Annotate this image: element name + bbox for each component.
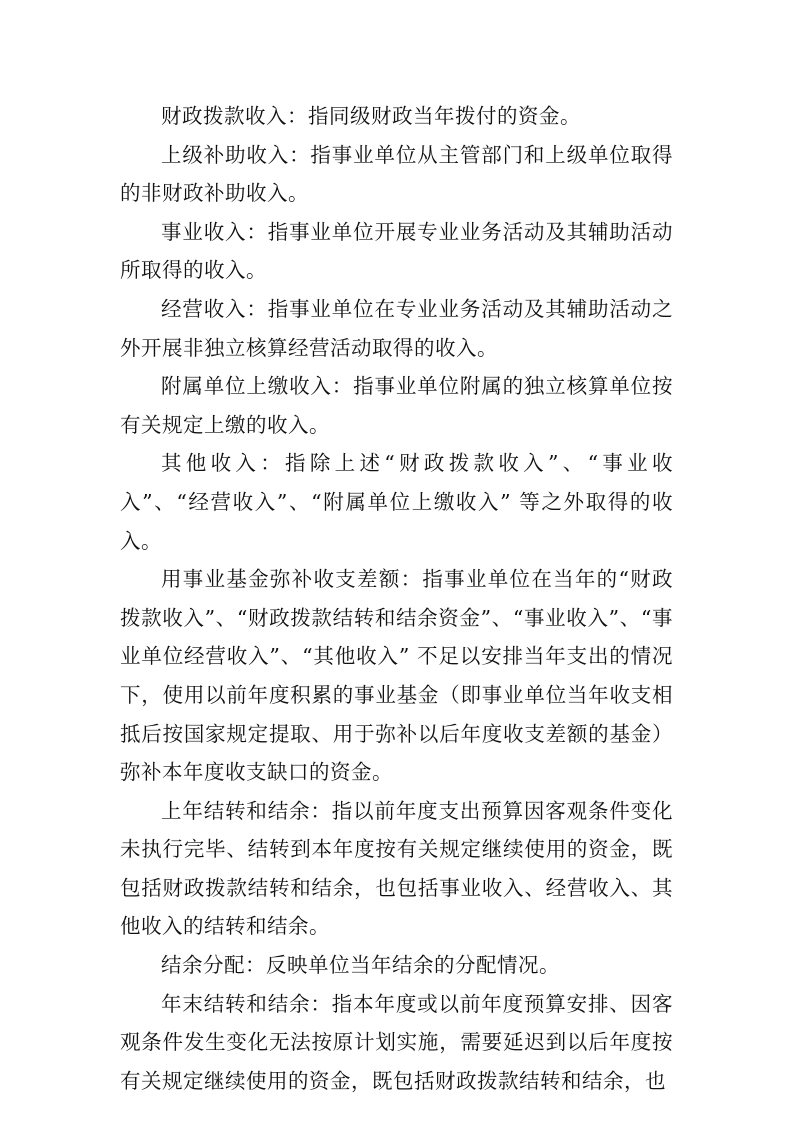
paragraph-operating-income: 经营收入：指事业单位在专业业务活动及其辅助活动之外开展非独立核算经营活动取得的收入。	[120, 296, 673, 360]
paragraph-prior-year-carryover: 上年结转和结余：指以前年度支出预算因客观条件变化未执行完毕、结转到本年度按有关规定继续使用的资金，既包括财政拨款结转和结余，也包括事业收入、经营收入、其他收入的结转和结余。	[120, 798, 673, 939]
paragraph-superior-subsidy-income: 上级补助收入：指事业单位从主管部门和上级单位取得的非财政补助收入。	[120, 142, 673, 206]
document-body	[120, 97, 673, 1100]
paragraph-fiscal-appropriation-income: 财政拨款收入：指同级财政当年拨付的资金。	[161, 104, 581, 128]
paragraph-business-income: 事业收入：指事业单位开展专业业务活动及其辅助活动所取得的收入。	[120, 219, 673, 283]
paragraph-year-end-carryover: 年末结转和结余：指本年度或以前年度预算安排、因客观条件发生变化无法按原计划实施，需要延迟到以后年度按有关规定继续使用的资金，既包括财政拨款结转和结余，也	[120, 991, 673, 1093]
paragraph-surplus-distribution: 结余分配：反映单位当年结余的分配情况。	[161, 953, 560, 978]
paragraph-other-income: 其他收入：指除上述“财政拨款收入”、“事业收入”、“经营收入”、“附属单位上缴收入” 等之外取得的收入。	[120, 451, 673, 553]
paragraph-affiliated-unit-income: 附属单位上缴收入：指事业单位附属的独立核算单位按有关规定上缴的收入。	[120, 374, 673, 437]
paragraph-business-fund-offset: 用事业基金弥补收支差额：指事业单位在当年的“财政拨款收入”、“财政拨款结转和结余资金”、“事业收入”、“事业单位经营收入”、“其他收入” 不足以安排当年支出的情况下，使用以前年度积累的事业基金（即事业单位当年收支相抵后按国家规定提取、用于弥补以后年度收支差额的基金）弥补本年度收支缺口的资金。	[120, 567, 673, 785]
